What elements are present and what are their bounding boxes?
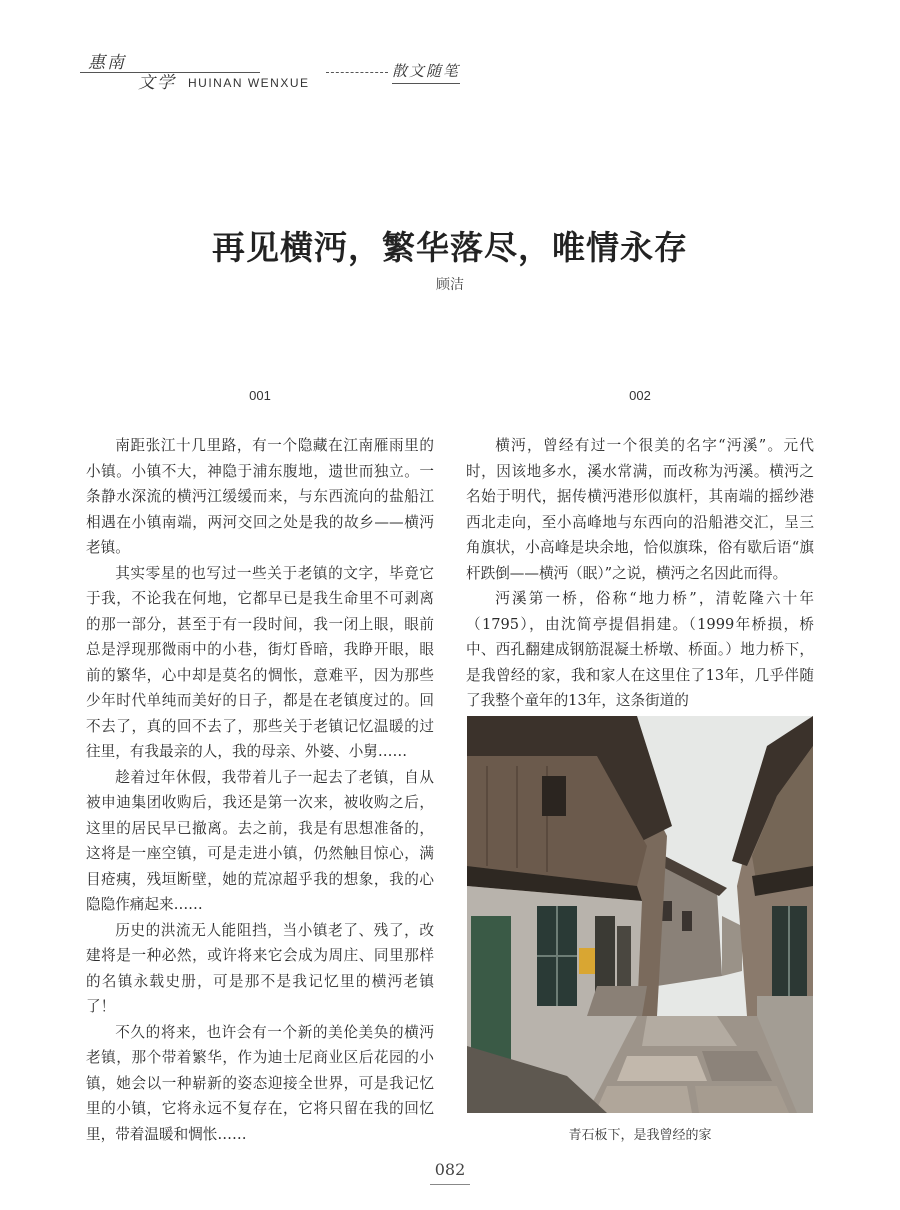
article-title: 再见横沔，繁华落尽，唯情永存 (212, 228, 688, 268)
photo-caption: 青石板下，是我曾经的家 (568, 1127, 712, 1142)
section-label: 散文随笔 (392, 60, 460, 84)
page-number: 082 (434, 1160, 466, 1179)
magazine-logo-english: HUINAN WENXUE (188, 76, 310, 90)
paragraph: 南距张江十几里路，有一个隐藏在江南雁雨里的小镇。小镇不大，神隐于浦东腹地，遗世而独立。一条静水深流的横沔江缓缓而来，与东西流向的盐船江相遇在小镇南端，两河交回之处是我的故乡——横沔老镇。 (86, 437, 434, 556)
section-number: 002 (629, 388, 651, 403)
right-column (466, 388, 814, 714)
section-number: 001 (249, 388, 271, 403)
magazine-logo-top: 惠南 (88, 53, 126, 73)
page-number-underline (430, 1184, 470, 1185)
paragraph: 历史的洪流无人能阻挡，当小镇老了、残了，改建将是一种必然，或许将来它会成为周庄、同里那样的名镇永载史册，可是那不是我记忆里的横沔老镇了！ (86, 921, 434, 1015)
paragraph: 不久的将来，也许会有一个新的美伦美奂的横沔老镇，那个带着繁华，作为迪士尼商业区后花园的小镇，她会以一种崭新的姿态迎接全世界，可是我记忆里的小镇，它将永远不复存在，它将只留在我的回忆里，带着温暖和惆怅…… (86, 1023, 434, 1143)
header-dashed-divider (326, 72, 388, 73)
article-author: 顾洁 (436, 277, 464, 293)
left-column (86, 388, 434, 1147)
paragraph: 其实零星的也写过一些关于老镇的文字，毕竟它于我，不论我在何地，它都早已是我生命里不可剥离的那一部分，甚至于有一段时间，我一闭上眼，眼前总是浮现那微雨中的小巷，街灯昏暗，我睁开眼，眼前的繁华，心中却是莫名的惆怅，意难平，因为那些少年时代单纯而美好的日子，都是在老镇度过的。回不去了，真的回不去了，那些关于老镇记忆温暖的过往里，有我最亲的人，我的母亲、外婆、小舅…… (86, 564, 434, 760)
paragraph: 趁着过年休假，我带着儿子一起去了老镇，自从被申迪集团收购后，我还是第一次来，被收购之后，这里的居民早已撤离。去之前，我是有思想准备的，这将是一座空镇，可是走进小镇，仍然触目惊心，满目疮痍，残垣断壁，她的荒凉超乎我的想象，我的心隐隐作痛起来…… (86, 768, 434, 913)
old-street-photo (467, 716, 813, 1113)
paragraph: 横沔，曾经有过一个很美的名字“沔溪”。元代时，因该地多水，溪水常满，而改称为沔溪。横沔之名始于明代，据传横沔港形似旗杆，其南端的摇纱港西北走向，至小高峰地与东西向的沿船港交汇，呈三角旗状，小高峰是块余地，恰似旗珠，俗有歇后语“旗杆跌倒——横沔（眠）”之说，横沔之名因此而得。 (466, 437, 814, 582)
magazine-header (80, 44, 500, 104)
magazine-logo-bottom: 文学 (138, 73, 176, 93)
paragraph: 沔溪第一桥，俗称“地力桥”，清乾隆六十年（1795），由沈简亭提倡捐建。（1999年桥损，桥中、西孔翻建成钢筋混凝土桥墩、桥面。）地力桥下，是我曾经的家，我和家人在这里住了13年，几乎伴随了我整个童年的13年，这条街道的 (466, 590, 814, 709)
